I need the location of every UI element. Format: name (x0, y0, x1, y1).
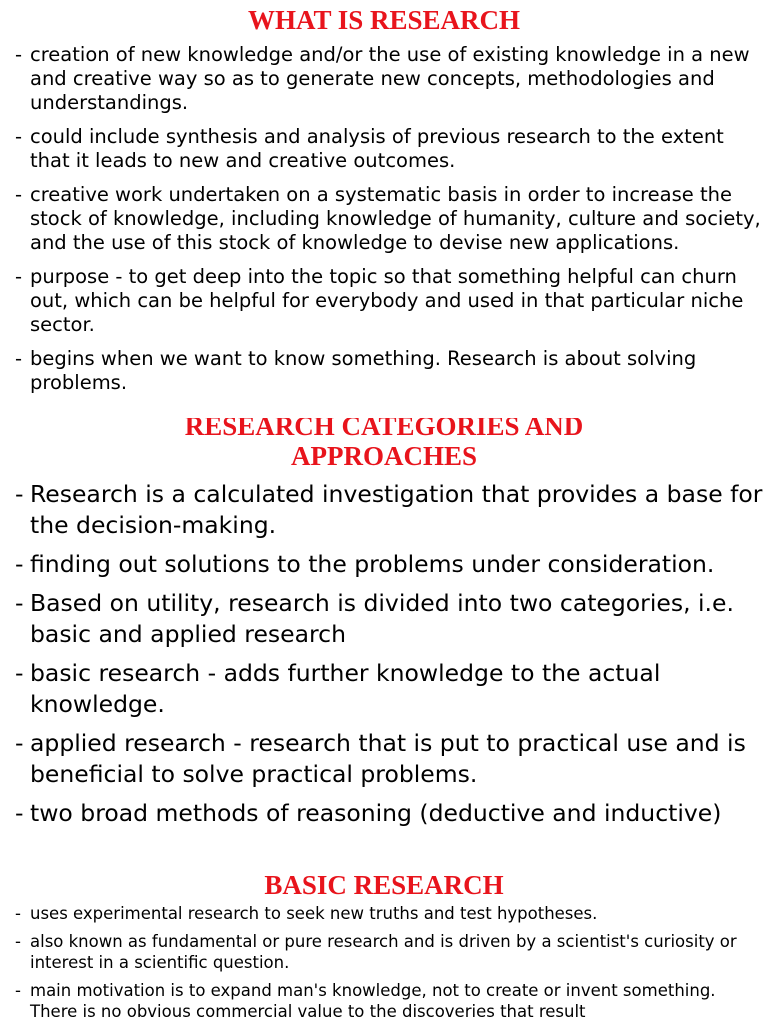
list-item (0, 658, 768, 720)
list-item (0, 125, 768, 173)
bullet-dash: - (15, 904, 21, 923)
list-item-text: basic research - adds further knowledge to the actual knowledge. (30, 659, 661, 718)
section-title-research-categories (0, 418, 768, 473)
what-is-research-list (0, 43, 768, 405)
list-item (0, 931, 768, 974)
list-item-text: Based on utility, research is divided into two categories, i.e. basic and applied research (30, 589, 734, 648)
bullet-dash: - (15, 799, 24, 827)
list-item (0, 980, 768, 1023)
list-item-text: purpose - to get deep into the topic so that something helpful can churn out, which can be helpful for everybody and used in that particular niche sector. (30, 265, 744, 336)
list-item (0, 347, 768, 395)
list-item (0, 183, 768, 255)
list-item (0, 43, 768, 115)
section-title-basic-research: BASIC RESEARCH (264, 870, 504, 900)
list-item (0, 265, 768, 337)
list-item (0, 479, 768, 541)
list-item-text: also known as fundamental or pure research and is driven by a scientist's curiosity or interest in a scientific question. (30, 931, 737, 972)
list-item-text: Research is a calculated investigation that provides a base for the decision-making. (30, 480, 763, 539)
list-item-text: could include synthesis and analysis of previous research to the extent that it leads to new and creative outcomes. (30, 125, 724, 172)
bullet-dash: - (15, 43, 23, 66)
list-item-text: creative work undertaken on a systematic basis in order to increase the stock of knowledge, including knowledge of humanity, culture and society, and the use of this stock of knowledge to devise new applications. (30, 183, 761, 254)
list-item-text: uses experimental research to seek new truths and test hypotheses. (30, 904, 598, 923)
list-item (0, 549, 768, 580)
list-item (0, 798, 768, 829)
bullet-dash: - (15, 125, 23, 148)
list-item-text: begins when we want to know something. Research is about solving problems. (30, 347, 697, 394)
section-title-line-1: RESEARCH CATEGORIES AND (184, 418, 584, 440)
section-title-line-2: APPROACHES (290, 441, 477, 471)
bullet-dash: - (15, 550, 24, 578)
bullet-dash: - (15, 183, 23, 206)
bullet-dash: - (15, 480, 24, 508)
list-item (0, 903, 768, 925)
bullet-dash: - (15, 347, 23, 370)
bullet-dash: - (15, 931, 21, 951)
bullet-dash: - (15, 265, 23, 288)
research-categories-list (0, 479, 768, 837)
list-item-text: applied research - research that is put to practical use and is beneficial to solve practical problems. (30, 729, 746, 788)
basic-research-list (0, 903, 768, 1029)
list-item (0, 728, 768, 790)
bullet-dash: - (15, 980, 21, 1000)
list-item (0, 588, 768, 650)
list-item-text: finding out solutions to the problems under consideration. (30, 550, 715, 578)
list-item-text: two broad methods of reasoning (deductive and inductive) (30, 799, 722, 827)
bullet-dash: - (15, 589, 24, 617)
section-title-what-is-research: WHAT IS RESEARCH (247, 5, 521, 35)
bullet-dash: - (15, 729, 24, 757)
list-item-text: main motivation is to expand man's knowledge, not to create or invent something. There is no obvious commercial value to the discoveries that result (30, 980, 716, 1021)
bullet-dash: - (15, 659, 24, 687)
list-item-text: creation of new knowledge and/or the use of existing knowledge in a new and creative way so as to generate new concepts, methodologies and understandings. (30, 43, 750, 114)
